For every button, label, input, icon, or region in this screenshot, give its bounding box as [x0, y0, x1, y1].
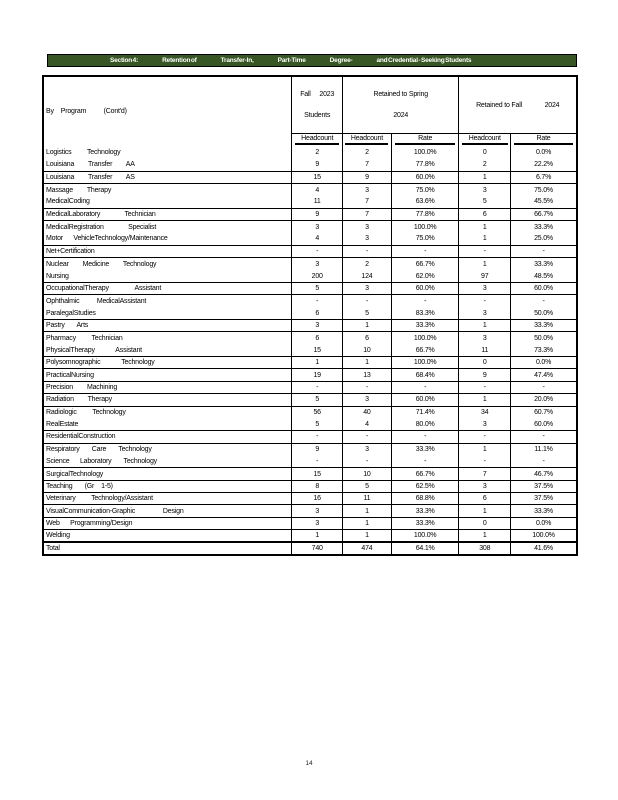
table-row — [44, 517, 576, 529]
spring-rate-cell: 75.0% — [391, 184, 459, 196]
spring-rate-cell: - — [391, 431, 459, 443]
fall2024-headcount-cell: 1 — [459, 530, 511, 542]
fall2023-headcount-cell: 3 — [292, 320, 343, 332]
section-header-segment: Transfer-In, — [220, 57, 254, 64]
program-name-cell: Polysomnographic Technology — [44, 357, 292, 369]
spring-headcount-cell: 474 — [342, 542, 391, 554]
spring-headcount-cell: - — [342, 295, 391, 307]
spring-rate-cell: 33.3% — [391, 517, 459, 529]
spring-rate-cell: 68.8% — [391, 493, 459, 505]
table-row — [44, 307, 576, 319]
spring-headcount-cell: 4 — [342, 418, 391, 430]
program-name-cell: PracticalNursing — [44, 369, 292, 381]
spring-headcount-cell: 40 — [342, 406, 391, 418]
spring-rate-cell: 33.3% — [391, 443, 459, 455]
spring-rate-cell: - — [391, 295, 459, 307]
fall2024-rate-cell: 37.5% — [511, 480, 576, 492]
section-header-segment: Part-Time — [277, 57, 306, 64]
program-name-cell: MedicalRegistration Specialist — [44, 221, 292, 233]
fall2023-headcount-cell: 3 — [292, 517, 343, 529]
column-header-retained-to-spring-2024 — [342, 77, 459, 134]
fall2024-rate-cell: 50.0% — [534, 334, 553, 342]
fall2024-rate-cell: 0.0% — [535, 149, 552, 157]
page-number: 14 — [305, 760, 313, 767]
program-name-cell: Louisiana Transfer AS — [44, 171, 292, 183]
table-row — [44, 233, 576, 245]
table-row — [44, 493, 576, 505]
table-row — [44, 282, 576, 294]
table-row — [44, 431, 576, 443]
fall2024-rate-cell: 47.4% — [511, 369, 576, 381]
fall2024-headcount-cell: 3 — [459, 307, 511, 319]
spring-rate-cell: 100.0% — [391, 530, 459, 542]
spring-headcount-cell: 3 — [342, 443, 391, 455]
program-name-cell: MedicalCoding — [44, 196, 292, 208]
fall2024-rate-cell: 11.1% — [534, 446, 553, 454]
fall2023-headcount-cell: 56 — [292, 406, 343, 418]
fall2024-headcount-cell: 1 — [459, 505, 511, 517]
program-name-cell: Massage Therapy — [44, 184, 292, 196]
fall2024-headcount-cell: 308 — [459, 542, 511, 554]
fall2023-headcount-cell: 200 — [292, 270, 343, 282]
fall2024-headcount-cell: 34 — [459, 406, 511, 418]
fall2024-headcount-cell: - — [459, 455, 511, 467]
program-name-cell: MedicalLaboratory Technician — [44, 208, 292, 220]
program-name-cell: VisualCommunication-Graphic Design — [44, 505, 292, 517]
spring-headcount-cell: 6 — [342, 332, 391, 344]
section-header-segment: Section 4: — [110, 57, 139, 64]
fall2024-rate-cell: 37.5% — [511, 493, 576, 505]
spring-headcount-cell: 10 — [342, 344, 391, 356]
table-row — [44, 505, 576, 517]
program-name-cell: OccupationalTherapy Assistant — [44, 282, 292, 294]
fall2024-headcount-cell: 3 — [459, 332, 511, 344]
table-row — [44, 258, 576, 270]
spring-rate-cell: 100.0% — [391, 357, 459, 369]
table-row — [44, 171, 576, 183]
spring-headcount-cell: 1 — [342, 320, 391, 332]
fall2024-headcount-cell: 2 — [459, 159, 511, 171]
section-header-segment: Retention of — [162, 57, 197, 64]
fall2023-headcount-cell: 6 — [292, 307, 343, 319]
fall2024-rate-cell: 33.3% — [511, 320, 576, 332]
fall2023-headcount-cell: 19 — [292, 369, 343, 381]
program-name-cell: SurgicalTechnology — [44, 468, 292, 480]
fall2024-rate-cell: 33.3% — [511, 505, 576, 517]
spring-headcount-cell: - — [342, 431, 391, 443]
fall2024-headcount-cell: 1 — [459, 233, 511, 245]
program-name-cell: Respiratory Care Technology — [44, 443, 292, 455]
table-row — [44, 530, 576, 542]
table-row — [44, 443, 576, 455]
fall2023-headcount-cell: 15 — [292, 468, 343, 480]
spring-headcount-cell: 2 — [342, 258, 391, 270]
fall2023-headcount-cell: 5 — [292, 418, 343, 430]
spring-headcount-cell: - — [342, 245, 391, 257]
program-name-cell: Net+Certification — [44, 245, 292, 257]
fall2024-headcount-cell: 3 — [459, 418, 511, 430]
spring-headcount-cell: 1 — [342, 505, 391, 517]
header-line: 2024 — [393, 112, 409, 119]
fall2023-headcount-cell: 8 — [292, 480, 343, 492]
program-name-cell: Welding — [44, 530, 292, 542]
fall2024-headcount-cell: 5 — [459, 196, 511, 208]
spring-headcount-cell: 3 — [342, 221, 391, 233]
table-row — [44, 196, 576, 208]
fall2023-headcount-cell: 3 — [292, 258, 343, 270]
fall2023-headcount-cell: 1 — [292, 530, 343, 542]
table-row — [44, 270, 576, 282]
fall2024-headcount-cell: 7 — [459, 468, 511, 480]
table-row — [44, 295, 576, 307]
fall2024-rate-cell: 33.3% — [534, 260, 553, 268]
fall2024-headcount-cell: 1 — [459, 171, 511, 183]
fall2024-headcount-cell: - — [459, 381, 511, 393]
spring-headcount-cell: 5 — [342, 480, 391, 492]
fall2023-headcount-cell: - — [292, 245, 343, 257]
table-row — [44, 455, 576, 467]
section-header-segment: Degree- — [329, 57, 353, 64]
fall2024-rate-cell: 41.6% — [511, 542, 576, 554]
fall2024-rate-cell: 45.5% — [511, 196, 576, 208]
table-row — [44, 332, 576, 344]
fall2023-headcount-cell: 2 — [292, 147, 343, 159]
fall2023-headcount-cell: - — [292, 381, 343, 393]
spring-rate-cell: 68.4% — [391, 369, 459, 381]
fall2024-headcount-cell: - — [459, 431, 511, 443]
table-row — [44, 542, 576, 554]
fall2024-rate-cell: 66.7% — [511, 208, 576, 220]
program-name-cell: Motor VehicleTechnology/Maintenance — [44, 233, 292, 245]
fall2023-headcount-cell: 740 — [292, 542, 343, 554]
fall2024-headcount-cell: 0 — [459, 357, 511, 369]
spring-rate-cell: - — [391, 455, 459, 467]
fall2024-headcount-cell: 1 — [459, 443, 511, 455]
fall2024-rate-cell: - — [511, 245, 576, 257]
spring-headcount-cell: 3 — [342, 184, 391, 196]
spring-rate-cell: 63.6% — [391, 196, 459, 208]
spring-headcount-cell: 5 — [342, 307, 391, 319]
fall2024-rate-cell: 0.0% — [511, 517, 576, 529]
table-row — [44, 245, 576, 257]
fall2024-headcount-cell: 1 — [459, 394, 511, 406]
fall2024-rate-cell: - — [511, 431, 576, 443]
spring-headcount-cell: 7 — [342, 159, 391, 171]
spring-headcount-cell: 1 — [342, 517, 391, 529]
program-name-cell: Ophthalmic MedicalAssistant — [44, 295, 292, 307]
table-row — [44, 406, 576, 418]
fall2024-rate-cell: 33.3% — [534, 223, 553, 231]
fall2023-headcount-cell: 3 — [292, 221, 343, 233]
fall2024-rate-cell: 6.7% — [511, 171, 576, 183]
fall2023-headcount-cell: 5 — [292, 282, 343, 294]
fall2024-headcount-cell: 9 — [459, 369, 511, 381]
fall2024-headcount-cell: 1 — [459, 258, 511, 270]
fall2024-headcount-cell: 0 — [459, 147, 511, 159]
fall2024-rate-cell: 22.2% — [511, 159, 576, 171]
fall2024-headcount-cell: - — [459, 245, 511, 257]
column-header-fall-2023-students — [292, 77, 343, 134]
column-header-by-program: By Program (Cont'd) — [44, 77, 292, 147]
program-name-cell: Pastry Arts — [44, 320, 292, 332]
table-row — [44, 357, 576, 369]
spring-rate-cell: 66.7% — [391, 258, 459, 270]
spring-headcount-cell: 10 — [342, 468, 391, 480]
spring-rate-cell: 66.7% — [391, 344, 459, 356]
spring-rate-cell: 77.8% — [391, 159, 459, 171]
program-name-cell: ParalegalStudies — [44, 307, 292, 319]
table-row — [44, 369, 576, 381]
fall2024-rate-cell: 20.0% — [511, 394, 576, 406]
fall2023-headcount-cell: - — [292, 431, 343, 443]
spring-rate-cell: 60.0% — [391, 394, 459, 406]
table-row — [44, 159, 576, 171]
retention-table — [42, 75, 578, 556]
fall2024-rate-cell: 60.0% — [511, 418, 576, 430]
header-line: Retained to Spring — [373, 91, 428, 98]
fall2023-headcount-cell: - — [292, 295, 343, 307]
spring-headcount-cell: 1 — [342, 357, 391, 369]
spring-rate-cell: 62.0% — [391, 270, 459, 282]
spring-rate-cell: 33.3% — [391, 320, 459, 332]
table-row — [44, 468, 576, 480]
fall2023-headcount-cell: 1 — [292, 357, 343, 369]
spring-headcount-cell: 9 — [342, 171, 391, 183]
fall2024-headcount-cell: 3 — [459, 184, 511, 196]
fall2023-headcount-cell: 11 — [292, 196, 343, 208]
spring-rate-cell: 62.5% — [391, 480, 459, 492]
program-name-cell: Precision Machining — [44, 381, 292, 393]
subheader-rate-fall2024: Rate — [511, 134, 576, 147]
spring-headcount-cell: 124 — [342, 270, 391, 282]
spring-headcount-cell: 3 — [342, 394, 391, 406]
fall2024-rate-cell: 73.3% — [511, 344, 576, 356]
fall2024-rate-cell: 48.5% — [511, 270, 576, 282]
fall2024-rate-cell: 0.0% — [511, 357, 576, 369]
spring-rate-cell: 60.0% — [391, 282, 459, 294]
spring-rate-cell: - — [391, 245, 459, 257]
fall2024-headcount-cell: 6 — [459, 208, 511, 220]
spring-rate-cell: 100.0% — [391, 332, 459, 344]
spring-rate-cell: 77.8% — [391, 208, 459, 220]
spring-rate-cell: 100.0% — [391, 221, 459, 233]
fall2024-headcount-cell: - — [459, 295, 511, 307]
table-row — [44, 381, 576, 393]
spring-headcount-cell: 3 — [342, 282, 391, 294]
program-name-cell: Louisiana Transfer AA — [44, 159, 292, 171]
fall2024-headcount-cell: 6 — [459, 493, 511, 505]
fall2024-rate-cell: - — [511, 455, 576, 467]
spring-rate-cell: - — [391, 381, 459, 393]
fall2024-rate-cell: 75.0% — [534, 186, 553, 194]
subheader-headcount-spring: Headcount — [342, 134, 391, 147]
program-name-cell: Nuclear Medicine Technology — [44, 258, 292, 270]
fall2024-headcount-cell: 1 — [459, 320, 511, 332]
program-name-cell: ResidentialConstruction — [44, 431, 292, 443]
fall2023-headcount-cell: 6 — [292, 332, 343, 344]
program-name-cell: Total — [44, 542, 292, 554]
table-row — [44, 147, 576, 159]
spring-rate-cell: 83.3% — [391, 307, 459, 319]
table-row — [44, 480, 576, 492]
table-row — [44, 394, 576, 406]
fall2024-rate-cell: 25.0% — [511, 233, 576, 245]
fall2023-headcount-cell: 16 — [292, 493, 343, 505]
spring-headcount-cell: 2 — [342, 147, 391, 159]
program-name-cell: Radiation Therapy — [44, 394, 292, 406]
fall2024-headcount-cell: 0 — [459, 517, 511, 529]
subheader-headcount-fall2024: Headcount — [459, 134, 511, 147]
fall2024-headcount-cell: 3 — [459, 282, 511, 294]
fall2023-headcount-cell: 5 — [292, 394, 343, 406]
fall2024-headcount-cell: 3 — [459, 480, 511, 492]
fall2023-headcount-cell: 15 — [292, 171, 343, 183]
table-row — [44, 221, 576, 233]
fall2024-rate-cell: 60.7% — [534, 408, 553, 416]
header-line: Retained to Fall 2024 — [476, 101, 560, 109]
column-header-retained-to-fall-2024 — [459, 77, 576, 134]
fall2023-headcount-cell: 15 — [292, 344, 343, 356]
spring-headcount-cell: 11 — [342, 493, 391, 505]
program-name-cell: Nursing — [44, 270, 292, 282]
spring-rate-cell: 100.0% — [391, 147, 459, 159]
spring-headcount-cell: 1 — [342, 530, 391, 542]
fall2024-rate-cell: 60.0% — [511, 282, 576, 294]
subheader-rate-spring: Rate — [391, 134, 459, 147]
fall2024-rate-cell: 100.0% — [532, 532, 555, 540]
fall2023-headcount-cell: - — [292, 455, 343, 467]
spring-rate-cell: 71.4% — [391, 406, 459, 418]
program-name-cell: Science Laboratory Technology — [44, 455, 292, 467]
fall2023-headcount-cell: 9 — [292, 443, 343, 455]
program-name-cell: Teaching (Gr 1-5) — [44, 480, 292, 492]
fall2024-rate-cell: 46.7% — [511, 468, 576, 480]
spring-rate-cell: 80.0% — [391, 418, 459, 430]
spring-rate-cell: 75.0% — [391, 233, 459, 245]
program-name-cell: RealEstate — [44, 418, 292, 430]
program-name-cell: PhysicalTherapy Assistant — [44, 344, 292, 356]
table-row — [44, 184, 576, 196]
fall2023-headcount-cell: 4 — [292, 233, 343, 245]
spring-rate-cell: 64.1% — [391, 542, 459, 554]
header-line: Students — [304, 112, 331, 119]
spring-headcount-cell: 7 — [342, 208, 391, 220]
spring-rate-cell: 60.0% — [391, 171, 459, 183]
table-row — [44, 344, 576, 356]
header-line: Fall 2023 — [300, 91, 335, 98]
fall2023-headcount-cell: 3 — [292, 505, 343, 517]
section-header-bar — [47, 54, 577, 67]
spring-headcount-cell: 3 — [342, 233, 391, 245]
fall2023-headcount-cell: 4 — [292, 184, 343, 196]
fall2024-headcount-cell: 11 — [459, 344, 511, 356]
spring-headcount-cell: 7 — [342, 196, 391, 208]
program-name-cell: Pharmacy Technician — [44, 332, 292, 344]
fall2023-headcount-cell: 9 — [292, 208, 343, 220]
subheader-headcount-fall2023: Headcount — [292, 134, 343, 147]
spring-rate-cell: 33.3% — [391, 505, 459, 517]
fall2024-rate-cell: - — [511, 381, 576, 393]
fall2024-headcount-cell: 1 — [459, 221, 511, 233]
spring-headcount-cell: - — [342, 381, 391, 393]
table-row — [44, 418, 576, 430]
spring-headcount-cell: - — [342, 455, 391, 467]
spring-rate-cell: 66.7% — [391, 468, 459, 480]
program-name-cell: Web Programming/Design — [44, 517, 292, 529]
table-row — [44, 208, 576, 220]
fall2023-headcount-cell: 9 — [292, 159, 343, 171]
fall2024-rate-cell: 50.0% — [511, 307, 576, 319]
program-name-cell: Logistics Technology — [44, 147, 292, 159]
fall2024-rate-cell: - — [542, 297, 545, 305]
spring-headcount-cell: 13 — [342, 369, 391, 381]
program-name-cell: Veterinary Technology/Assistant — [44, 493, 292, 505]
program-name-cell: Radiologic Technology — [44, 406, 292, 418]
table-row — [44, 320, 576, 332]
section-header-segment: and Credential - Seeking Students — [376, 57, 472, 64]
fall2024-headcount-cell: 97 — [459, 270, 511, 282]
